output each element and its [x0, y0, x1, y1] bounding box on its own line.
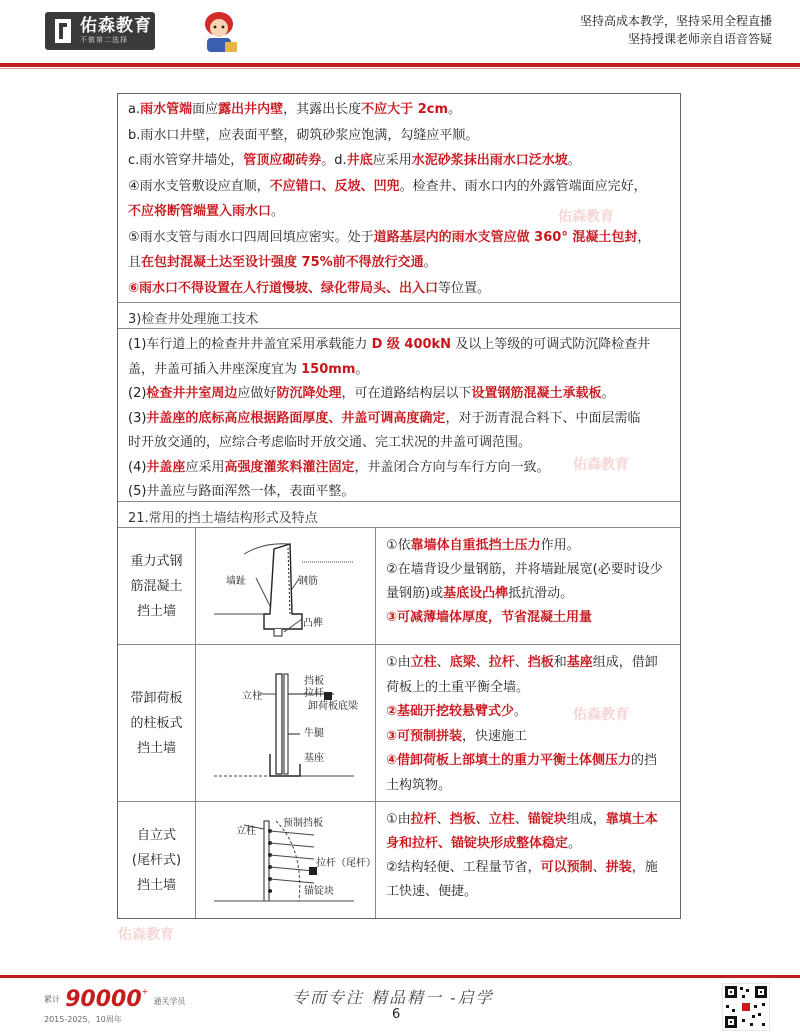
- text-segment: (3): [128, 410, 147, 426]
- rainwater-line: [128, 200, 284, 219]
- rainwater-line: [128, 149, 581, 168]
- header-divider-thin: [0, 68, 800, 69]
- wall-feature-line: [386, 749, 657, 768]
- highlight-text: ③可预制拼装: [386, 728, 463, 744]
- watermark: 佑森教育: [573, 707, 629, 723]
- wall-feature-line: [386, 880, 477, 899]
- wall-type-label-line: 自立式: [136, 827, 176, 843]
- handwritten-signature: 专而专注 精品精一 -启学: [292, 988, 494, 1007]
- section-retaining-wall-title: 21.常用的挡土墙结构形式及特点: [128, 511, 318, 526]
- text-segment: 工快速、便捷。: [386, 884, 478, 899]
- rainwater-line: [128, 175, 647, 194]
- highlight-text: 拼装: [605, 860, 632, 875]
- text-segment: 量钢筋)或: [386, 586, 444, 601]
- footer-years: 2015-2025，10周年: [44, 1015, 122, 1024]
- text-segment: ②结构轻便、工程量节省，: [386, 860, 541, 875]
- diagram-label-precast-plate: 预制挡板: [283, 818, 323, 829]
- diagram-label-tie-rod: 拉杆: [304, 688, 324, 699]
- watermark: 佑森教育: [558, 209, 614, 225]
- highlight-text: ⑥雨水口不得设置在人行道慢坡、绿化带局头、出入口: [128, 280, 439, 296]
- text-segment: ，: [637, 229, 651, 245]
- highlight-text: 不应错口、反坡、凹兜: [269, 178, 400, 194]
- text-segment: 时开放交通的，应综合考虑临时开放交通、完工状况的井盖可调范围。: [128, 435, 532, 450]
- highlight-text: 不应大于 2cm: [361, 102, 448, 117]
- text-segment: (2): [128, 386, 147, 401]
- highlight-text: 设置钢筋混凝土承载板: [471, 386, 602, 401]
- text-segment: 、: [592, 860, 606, 875]
- content-table: [117, 93, 681, 943]
- highlight-text: 挡板: [449, 812, 476, 827]
- brand-mark-icon: [51, 17, 75, 45]
- section-retaining-wall-title-row: [118, 502, 680, 528]
- highlight-text: 防沉降处理: [276, 386, 342, 401]
- section-rainwater-pipe: [118, 94, 680, 303]
- highlight-text: ③可减薄墙体厚度，节省混凝土用量: [386, 610, 593, 625]
- wall-type-label-line: 筋混凝土: [130, 579, 183, 594]
- diagram-label-relief-beam: 卸荷板底梁: [308, 701, 358, 712]
- rainwater-line: [128, 98, 461, 117]
- text-segment: ，施: [631, 860, 658, 875]
- diagram-label-column-2: 立柱: [236, 826, 256, 837]
- text-segment: ，井盖闭合方向与车行方向一致。: [354, 459, 550, 475]
- manhole-line: [128, 480, 354, 499]
- tagline-1: 坚持高成本教学，坚持采用全程直播: [579, 14, 772, 28]
- text-segment: 。: [355, 361, 369, 377]
- highlight-text: 水泥砂浆抹出雨水口泛水坡: [411, 153, 568, 168]
- wall-type-label-line: 挡土墙: [136, 877, 176, 893]
- manhole-line: [128, 431, 531, 450]
- text-segment: 应采用: [372, 153, 412, 168]
- text-segment: 组成，: [566, 812, 606, 827]
- manhole-line: [128, 456, 549, 475]
- text-segment: 及以上等级的可调式防沉降检查井: [451, 337, 651, 352]
- brand-name: 佑森教育: [80, 16, 152, 36]
- highlight-text: 靠墙体自重抵挡土压力: [410, 538, 541, 553]
- text-segment: (4): [128, 459, 147, 475]
- wall-type-label-line: (尾杆式): [131, 852, 182, 868]
- text-segment: 、: [436, 655, 450, 670]
- page-number: 6: [392, 1007, 401, 1022]
- text-segment: b.雨水口井壁，应表面平整，砌筑砂浆应饱满，勾缝应平顺。: [128, 127, 479, 143]
- text-segment: 荷板上的土重平衡全墙。: [386, 679, 530, 695]
- wall-type-label-line: 挡土墙: [136, 741, 176, 756]
- text-segment: ，其露出长度: [283, 102, 362, 117]
- highlight-text: 检查井井室周边: [146, 386, 238, 401]
- section-manhole: [118, 329, 680, 502]
- manhole-line: [128, 333, 650, 352]
- tagline-2: 坚持授课老师亲自语音答疑: [627, 32, 772, 46]
- footer-count: 90000: [65, 987, 142, 1012]
- wall-feature-line: [386, 832, 581, 851]
- rainwater-line: [128, 277, 490, 296]
- text-segment: 。d.: [321, 153, 347, 168]
- text-segment: ①由: [386, 812, 411, 827]
- highlight-text: 拉杆: [488, 655, 515, 670]
- highlight-text: 井盖座: [146, 459, 186, 475]
- wall-feature-line: [386, 856, 658, 875]
- highlight-text: 立柱: [488, 812, 515, 827]
- text-segment: 、: [436, 812, 450, 827]
- highlight-text: 可以预制: [540, 860, 593, 875]
- column-plate-wall-diagram: [204, 654, 369, 794]
- footer-stats: [44, 987, 185, 1025]
- text-segment: 面应: [192, 102, 219, 117]
- highlight-text: 拉杆: [410, 812, 437, 827]
- highlight-text: 锚锭块: [527, 812, 567, 827]
- rainwater-line: [128, 226, 650, 245]
- highlight-text: 井盖座的底标高应根据路面厚度、井盖可调高度确定: [146, 410, 446, 426]
- manhole-line: [128, 407, 640, 426]
- highlight-text: 雨水管端: [140, 102, 193, 117]
- manhole-line: [128, 358, 368, 377]
- watermark: 佑森教育: [118, 927, 174, 943]
- text-segment: 盖，井盖可插入井座深度宜为: [128, 361, 302, 377]
- text-segment: ，快速施工: [462, 728, 528, 744]
- text-segment: 且: [128, 255, 142, 270]
- wall-feature-line: [386, 558, 663, 577]
- text-segment: 、: [514, 655, 528, 670]
- brand-slogan: 不做第二选择: [80, 36, 128, 44]
- text-segment: 、: [475, 655, 489, 670]
- text-segment: 。: [448, 102, 462, 117]
- highlight-text: ②基础开挖较悬臂式少: [386, 704, 515, 719]
- wall-type-label-line: 带卸荷板: [130, 691, 183, 706]
- highlight-text: D 级 400kN: [371, 337, 452, 352]
- diagram-label-toe: 墙趾: [226, 576, 246, 587]
- text-segment: 应做好: [237, 386, 277, 401]
- highlight-text: 露出井内壁: [218, 102, 284, 117]
- rainwater-line: [128, 124, 478, 143]
- text-segment: ⑤雨水支管与雨水口四周回填应密实。处于: [128, 229, 374, 245]
- wall-type-label: [119, 686, 194, 761]
- footer-acc-label: 累计: [44, 995, 60, 1004]
- wall-feature-line: [386, 700, 527, 719]
- text-segment: 。: [514, 704, 528, 719]
- diagram-label-plate: 挡板: [304, 676, 324, 687]
- wall-type-label-line: 挡土墙: [136, 604, 176, 619]
- header-divider: [0, 63, 800, 67]
- text-segment: 和: [553, 655, 567, 670]
- manhole-line: [128, 382, 615, 401]
- text-segment: a.: [128, 102, 141, 117]
- wall-feature-line: [386, 582, 573, 601]
- text-segment: 、: [475, 812, 489, 827]
- highlight-text: 高强度灌浆料灌注固定: [224, 459, 355, 475]
- highlight-text: 不应将断管端置入雨水口: [128, 204, 272, 219]
- brand-logo: [45, 12, 155, 50]
- wall-type-label-line: 的柱板式: [130, 716, 183, 731]
- wall-feature-line: [386, 774, 451, 793]
- highlight-text: ④借卸荷板上部填土的重力平衡土体侧压力: [386, 753, 632, 768]
- text-segment: 。: [568, 836, 582, 851]
- wall-type-label: [119, 549, 194, 624]
- text-segment: c.雨水管穿井墙处，: [128, 153, 244, 168]
- diagram-label-shear-key: 凸榫: [303, 618, 323, 629]
- highlight-text: 基底设凸榫: [443, 586, 509, 601]
- highlight-text: 挡板: [527, 655, 554, 670]
- text-segment: 作用。: [540, 538, 580, 553]
- text-segment: ，对于沥青混合料下、中面层需临: [445, 410, 641, 426]
- text-segment: ①由: [386, 655, 411, 670]
- highlight-text: 管顶应砌砖券: [243, 153, 322, 168]
- text-segment: (5)井盖应与路面浑然一体，表面平整。: [128, 484, 355, 499]
- text-segment: (1)车行道上的检查井井盖宜采用承载能力: [128, 337, 372, 352]
- text-segment: 抵抗滑动。: [508, 586, 574, 601]
- text-segment: 。: [567, 153, 581, 168]
- header-taglines: [580, 12, 772, 48]
- wall-type-label: [119, 823, 194, 898]
- section-manhole-title: 3)检查井处理施工技术: [128, 312, 259, 327]
- diagram-label-base: 基座: [304, 753, 324, 764]
- footer-count-suffix: 通关学员: [153, 997, 186, 1006]
- text-segment: 。检查井、雨水口内的外露管端面应完好，: [399, 178, 647, 194]
- highlight-text: 在包封混凝土达至设计强度 75%前不得放行交通: [141, 255, 424, 270]
- footer-plus: +: [141, 987, 149, 996]
- diagram-label-column: 立柱: [242, 691, 262, 702]
- qr-code-icon: [722, 983, 770, 1031]
- diagram-label-corbel: 牛腿: [304, 728, 324, 739]
- text-segment: 。: [601, 386, 615, 401]
- diagram-label-tail-rod: 拉杆（尾杆）: [316, 858, 376, 869]
- highlight-text: 立柱: [410, 655, 437, 670]
- wall-feature-line: [386, 606, 592, 625]
- highlight-text: 身和拉杆、锚锭块形成整体稳定: [386, 836, 569, 851]
- watermark: 佑森教育: [573, 457, 629, 473]
- highlight-text: 靠填土本: [605, 812, 658, 827]
- wall-feature-line: [386, 534, 580, 553]
- text-segment: 、: [514, 812, 528, 827]
- text-segment: 土构筑物。: [386, 777, 452, 793]
- wall-type-label-line: 重力式钢: [130, 554, 183, 569]
- highlight-text: 底梁: [449, 655, 476, 670]
- highlight-text: 井底: [346, 153, 373, 168]
- text-segment: 等位置。: [438, 280, 491, 296]
- text-segment: 的挡: [631, 753, 658, 768]
- section-manhole-title-row: [118, 303, 680, 329]
- wall-feature-line: [386, 808, 658, 827]
- highlight-text: 150mm: [301, 361, 356, 377]
- wall-feature-line: [386, 725, 527, 744]
- text-segment: ②在墙背设少量钢筋，并将墙趾展宽(必要时设少: [386, 562, 663, 577]
- text-segment: ④雨水支管敷设应直顺，: [128, 178, 270, 194]
- highlight-text: 道路基层内的雨水支管应做 360° 混凝土包封: [373, 229, 638, 245]
- text-segment: ，可在道路结构层以下: [341, 386, 472, 401]
- footer-divider: [0, 975, 800, 978]
- mascot-icon: [195, 8, 243, 58]
- wall-feature-line: [386, 651, 658, 670]
- diagram-label-anchor-block: 锚锭块: [304, 886, 334, 897]
- text-segment: 。: [423, 255, 437, 270]
- text-segment: ①依: [386, 538, 411, 553]
- text-segment: 。: [271, 204, 285, 219]
- rainwater-line: [128, 251, 437, 270]
- wall-feature-line: [386, 676, 529, 695]
- text-segment: 应采用: [185, 459, 225, 475]
- diagram-label-rebar: 钢筋: [298, 576, 318, 587]
- text-segment: 组成，借卸: [592, 655, 658, 670]
- highlight-text: 基座: [566, 655, 593, 670]
